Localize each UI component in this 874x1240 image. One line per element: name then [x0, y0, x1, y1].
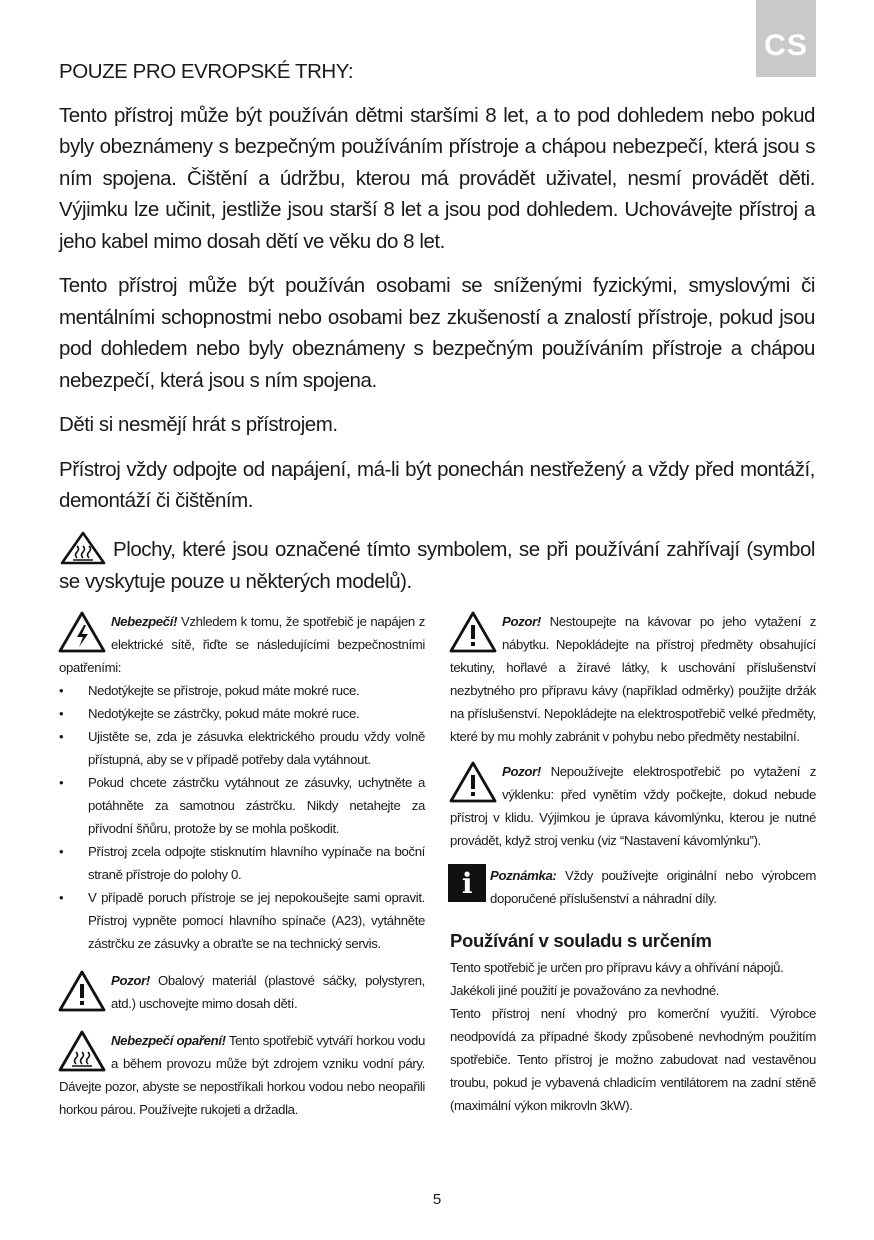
list-item: • Přístroj zcela odpojte stisknutím hlavního vypínače na boční straně přístroje do polohy 0. [59, 840, 425, 886]
hot-surface-text: Plochy, které jsou označené tímto symbolem, se při používání zahřívají (symbol se vyskytuje pouze u některých modelů). [59, 537, 815, 593]
scald-label: Nebezpečí opaření! [111, 1033, 226, 1048]
hot-surface-icon [57, 1029, 107, 1073]
list-item: • V případě poruch přístroje se jej nepokoušejte sami opravit. Přístroj vypněte pomocí hlavního spínače (A23), vytáhněte zástrčku ze zásuvky a obraťte se na technický servis. [59, 886, 425, 955]
caution-label: Pozor! [502, 764, 541, 779]
scald-text: Tento spotřebič vytváří horkou vodu a během provozu může být zdrojem vzniku vodní páry. Dávejte pozor, abyste se nepostříkali horkou vodou nebo neopařili horkou párou. Používejte rukojeti a držadla. [59, 1033, 425, 1117]
hot-surface-paragraph [59, 530, 815, 598]
caution-text: Obalový materiál (plastové sáčky, polystyren, atd.) uschovejte mimo dosah dětí. [111, 973, 425, 1011]
right-column [450, 610, 816, 1117]
warning-icon [57, 969, 107, 1013]
list-item: • Nedotýkejte se zástrčky, pokud máte mokré ruce. [59, 702, 425, 725]
caution-text: Nepoužívejte elektrospotřebič po vytažení z výklenku: před vynětím vždy počkejte, dokud nebude přístroj v klidu. Výjimkou je úprava kávomlýnku, kterou je nutné provádět, když stroj venku (viz “Nastavení kávomlýnku”). [450, 764, 816, 848]
children-paragraph: Tento přístroj může být používán dětmi staršími 8 let, a to pod dohledem nebo pokud byly obeznámeny s bezpečným používáním přístroje a chápou nebezpečí, která jsou s ním spojena. Čištění a údržbu, kterou má provádět uživatel, nesmí provádět děti. Výjimku lze učinit, jestliže jsou starší 8 let a jsou pod dohledem. Uchovávejte přístroj a jeho kabel mimo dosah dětí ve věku do 8 let. [59, 103, 815, 253]
packaging-caution-block [59, 969, 425, 1015]
intended-use-line: Tento spotřebič je určen pro přípravu kávy a ohřívání nápojů. [450, 960, 784, 975]
intended-use-line: Tento přístroj není vhodný pro komerční využití. Výrobce neodpovídá za případné škody způsobené nevhodným použitím spotřebiče. Tento přístroj je možno zabudovat nad vestavěnou troubu, pokud je vybavená chladicím ventilátorem na zadní stěně (maximální výkon mikrovln 3kW). [450, 1006, 816, 1113]
danger-text: Vzhledem k tomu, že spotřebič je napájen z elektrické sítě, řiďte se následujícími bezpečnostními opatřeními: [59, 614, 425, 675]
electric-danger-block [59, 610, 425, 955]
hot-surface-icon [59, 530, 107, 566]
main-warnings [59, 56, 815, 610]
note-label: Poznámka: [490, 868, 557, 883]
caution-text: Nestoupejte na kávovar po jeho vytažení z nábytku. Nepokládejte na přístroj předměty obsahující tekutiny, hořlavé a žíravé látky, k uschování příslušenství nezbytného pro přípravu kávy (například odměrky) použijte držák na příslušenství. Nepokládejte na elektrospotřebič velké předměty, které by mu mohly zabránit v pohybu nebo předměty nestabilní. [450, 614, 816, 744]
european-markets-heading: POUZE PRO EVROPSKÉ TRHY: [59, 60, 354, 83]
danger-label: Nebezpečí! [111, 614, 178, 629]
disconnect-paragraph: Přístroj vždy odpojte od napájení, má-li být ponechán nestřežený a vždy před montáží, demontáží či čištěním. [59, 457, 815, 512]
intended-use-line: Jakékoli jiné použití je považováno za nevhodné. [450, 983, 720, 998]
list-item: • Nedotýkejte se přístroje, pokud máte mokré ruce. [59, 679, 425, 702]
intended-use-text [450, 956, 816, 1117]
caution-label: Pozor! [111, 973, 150, 988]
warning-icon [448, 610, 498, 654]
warning-icon [448, 760, 498, 804]
children-play-paragraph: Děti si nesmějí hrát s přístrojem. [59, 413, 338, 436]
language-code: CS [764, 29, 808, 62]
page-number: 5 [432, 1191, 442, 1208]
caution-label: Pozor! [502, 614, 541, 629]
removal-caution-block [450, 760, 816, 852]
list-item: • Ujistěte se, zda je zásuvka elektrického proudu vždy volně přístupná, aby se v případě potřeby dala vytáhnout. [59, 725, 425, 771]
electric-hazard-icon [57, 610, 107, 654]
safety-bullet-list [59, 679, 425, 955]
reduced-abilities-paragraph: Tento přístroj může být používán osobami se sníženými fyzickými, smyslovými či mentálními schopnostmi nebo osobami bez zkušeností a znalostí přístroje, pokud jsou pod dohledem nebo byly obeznámeny s bezpečným používáním přístroje a chápou nebezpečí, která jsou s ním spojena. [59, 274, 815, 392]
info-icon: i [448, 864, 486, 902]
left-column [59, 610, 425, 1131]
list-item: • Pokud chcete zástrčku vytáhnout ze zásuvky, uchytněte a potáhněte za samotnou zástrčku. Nikdy netahejte za přívodní šňůru, protože by se mohla poškodit. [59, 771, 425, 840]
scald-danger-block [59, 1029, 425, 1121]
note-text: Vždy používejte originální nebo výrobcem doporučené příslušenství a náhradní díly. [490, 868, 816, 906]
intended-use-heading: Používání v souladu s určením [450, 930, 712, 951]
note-block [450, 864, 816, 910]
cabinet-caution-block [450, 610, 816, 748]
